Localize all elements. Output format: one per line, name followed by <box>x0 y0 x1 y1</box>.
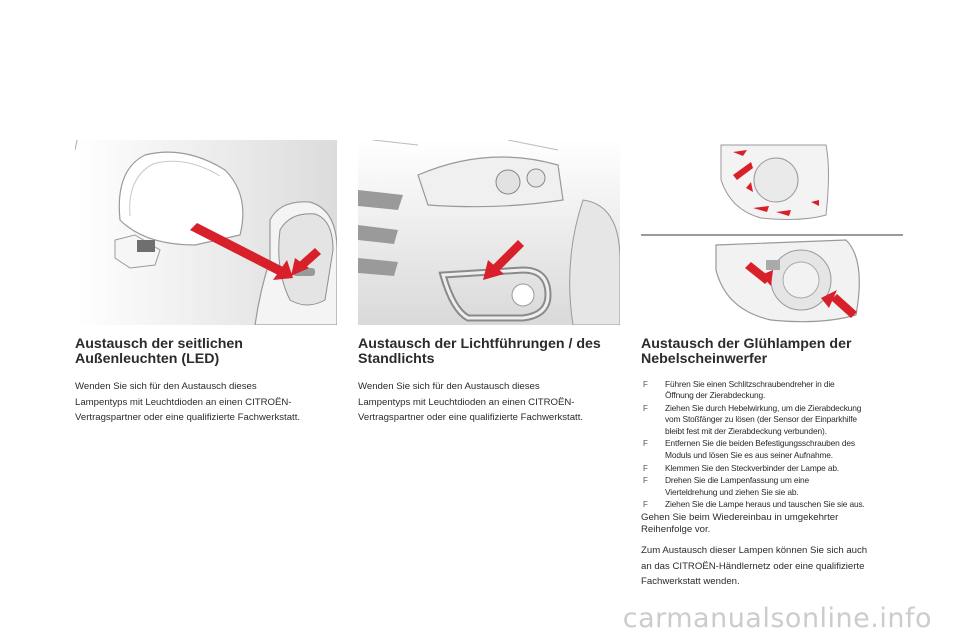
dealer-note: Zum Austausch dieser Lampen können Sie sich auch an das CITROËN-Händlernetz oder eine qualifizierte Fachwerkstatt wenden. <box>641 545 868 588</box>
section-side-lights <box>75 337 343 426</box>
list-item: F Ziehen Sie die Lampe heraus und tauschen Sie sie aus. <box>643 499 865 510</box>
list-item: F Drehen Sie die Lampenfassung um eine Vierteldrehung und ziehen Sie sie ab. <box>643 475 810 497</box>
bumper-illustration <box>358 140 620 325</box>
bullet-icon: F <box>643 463 648 473</box>
bullet-icon: F <box>643 404 648 414</box>
bullet-icon: F <box>643 439 648 449</box>
mirror-illustration <box>75 140 337 325</box>
section-text: Wenden Sie sich für den Austausch dieses Lampentyps mit Leuchtdioden an einen CITROËN- Vertragspartner oder eine qualifizierte Fachwerkstatt. <box>75 381 301 423</box>
section-title: Austausch der Glühlampen der Nebelscheinwerfer <box>641 336 852 367</box>
list-item: F Klemmen Sie den Steckverbinder der Lampe ab. <box>643 462 840 473</box>
section-fog-lamps <box>641 337 913 590</box>
watermark: carmanualsonline.info <box>622 603 932 634</box>
section-text: Wenden Sie sich für den Austausch dieses Lampentyps mit Leuchtdioden an einen CITROËN- Vertragspartner oder eine qualifizierte Fachwerkstatt. <box>358 381 584 423</box>
bullet-icon: F <box>643 500 648 510</box>
section-light-guides <box>358 337 626 426</box>
steps-list <box>641 379 913 511</box>
list-item: F Entfernen Sie die beiden Befestigungsschrauben des Moduls und lösen Sie es aus seiner Aufnahme. <box>643 438 855 460</box>
section-title: Austausch der Lichtführungen / des Standlichts <box>358 336 601 367</box>
list-item: F Führen Sie einen Schlitzschraubendreher in die Öffnung der Zierabdeckung. <box>643 379 835 401</box>
section-title: Austausch der seitlichen Außenleuchten (LED) <box>75 336 243 367</box>
bullet-icon: F <box>643 476 648 486</box>
fog-lamp-illustration <box>641 140 903 325</box>
list-item: F Ziehen Sie durch Hebelwirkung, um die Zierabdeckung vom Stoßfänger zu lösen (der Sensor der Einparkhilfe bleibt fest mit der Zierabdeckung verbunden). <box>643 403 862 436</box>
closing-text: Gehen Sie beim Wiedereinbau in umgekehrter Reihenfolge vor. <box>641 512 839 535</box>
bullet-icon: F <box>643 380 648 389</box>
